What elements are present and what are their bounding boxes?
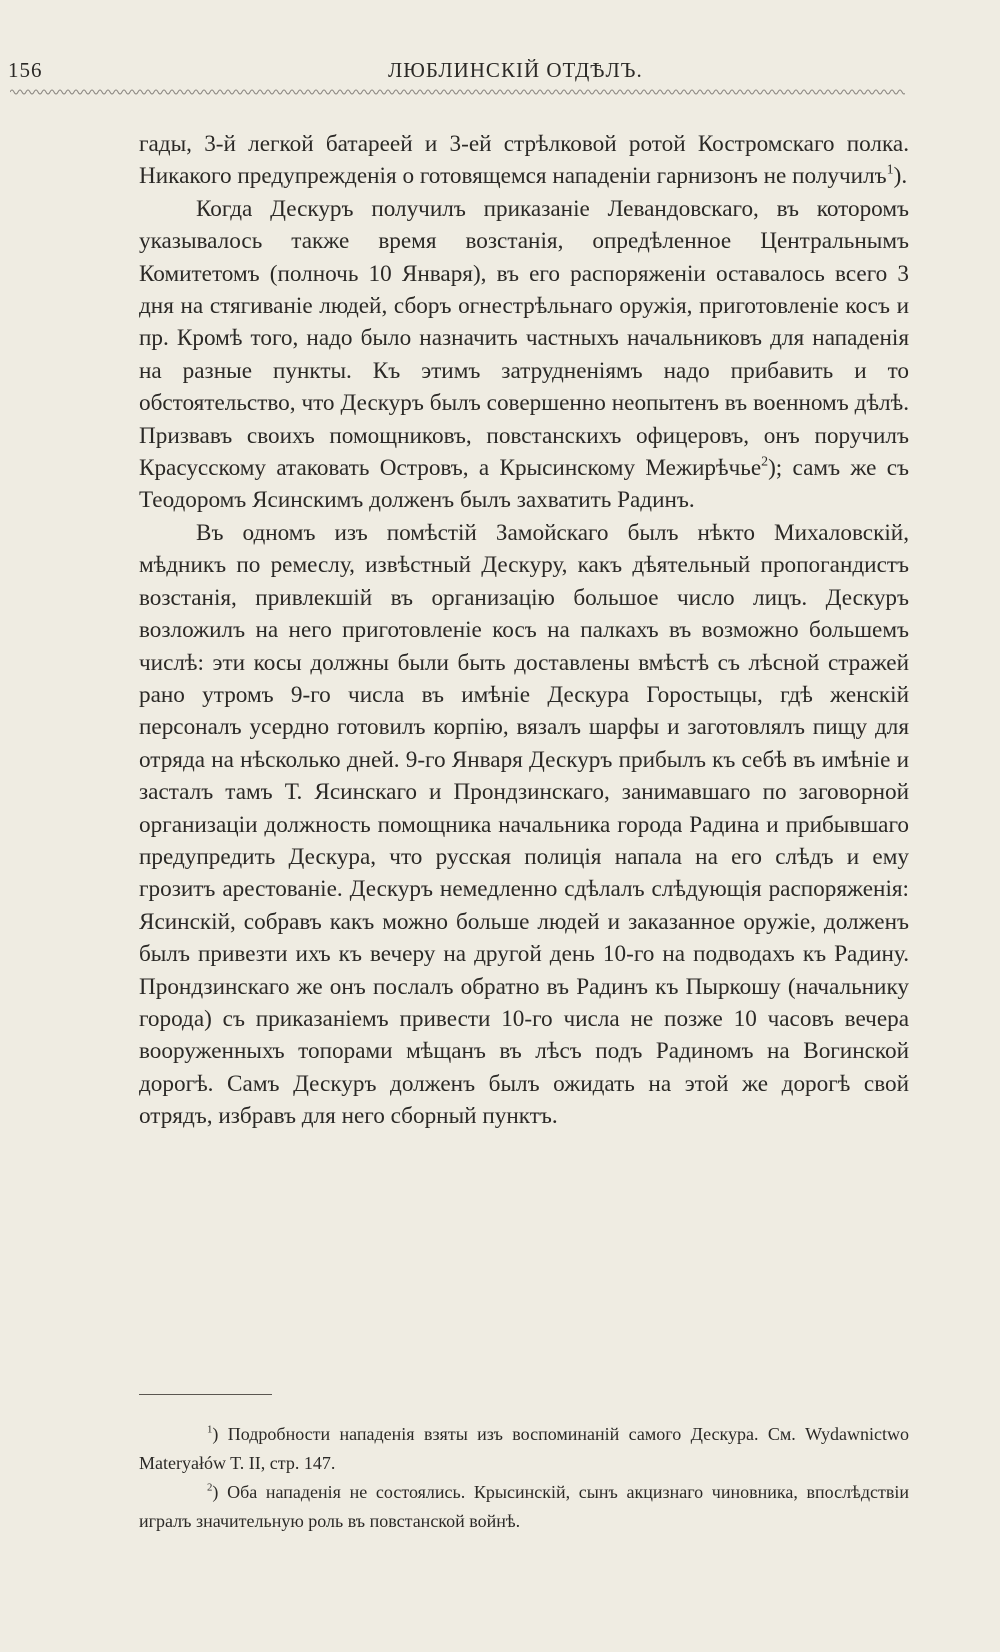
- footnote-marker: 2: [207, 1481, 213, 1494]
- footnote-text: ) Подробности нападенія взяты изъ воспоминаній самого Дескура. См. Wydawnictwo Materyałów T. II, стр. 147.: [139, 1424, 909, 1473]
- paragraph: [139, 128, 909, 193]
- paragraph-tail: ).: [893, 163, 908, 190]
- footnotes: [139, 1420, 909, 1536]
- paragraph-text: Въ одномъ изъ помѣстій Замойскаго былъ нѣкто Михаловскій, мѣдникъ по ремеслу, извѣстный Дескуру, какъ дѣятельный пропогандистъ возстанія, привлекшій въ организацію большое число лицъ. Дескуръ возложилъ на него приготовленіе косъ на палкахъ въ возможно большемъ числѣ: эти косы должны были быть доставлены вмѣстѣ съ лѣсной стражей рано утромъ 9-го числа въ имѣніе Дескура Горостыцы, гдѣ женскій персоналъ усердно готовилъ корпію, вязалъ шарфы и заготовлялъ пищу для отряда на нѣсколько дней. 9-го Января Дескуръ прибылъ къ себѣ въ имѣніе и засталъ тамъ Т. Ясинскаго и Прондзинскаго, занимавшаго по заговорной организаціи должность помощника начальника города Радина и прибывшаго предупредить Дескура, что русская полиція напала на его слѣдъ и ему грозитъ арестованіе. Дескуръ немедленно сдѣлалъ слѣдующія распоряженія: Ясинскій, собравъ какъ можно больше людей и заказанное оружіе, долженъ былъ привезти ихъ къ вечеру на другой день 10-го на подводахъ къ Радину. Прондзинскаго же онъ послалъ обратно въ Радинъ къ Пыркошу (начальнику города) съ приказаніемъ привести 10-го числа не позже 10 часовъ вечера вооруженныхъ топорами мѣщанъ въ лѣсъ подъ Радиномъ на Вогинской дорогѣ. Самъ Дескуръ долженъ былъ ожидать на этой же дорогѣ свой отрядъ, избравъ для него сборный пунктъ.: [139, 519, 909, 1130]
- paragraph: [139, 517, 909, 1133]
- footnote-marker: 1: [207, 1423, 213, 1436]
- page-header: [8, 58, 908, 88]
- footnote-ref: 1: [886, 162, 894, 178]
- paragraph: [139, 193, 909, 517]
- footnote-ref: 2: [761, 454, 769, 470]
- footnote: [139, 1420, 909, 1478]
- paragraph-tail: ); самъ же съ Теодоромъ Ясинскимъ долженъ былъ захватить Радинъ.: [139, 455, 909, 514]
- main-text: [139, 128, 909, 1133]
- footnote-separator: [139, 1394, 272, 1395]
- paragraph-text: Когда Дескуръ получилъ приказаніе Левандовскаго, въ которомъ указывалось также время возстанія, опредѣленное Центральнымъ Комитетомъ (полночь 10 Января), въ его распоряженіи оставалось всего 3 дня на стягиваніе людей, сборъ огнестрѣльнаго оружія, приготовленіе косъ и пр. Кромѣ того, надо было назначить частныхъ начальниковъ для нападенія на разные пункты. Къ этимъ затрудненіямъ надо прибавить и то обстоятельство, что Дескуръ былъ совершенно неопытенъ въ военномъ дѣлѣ. Призвавъ своихъ помощниковъ, повстанскихъ офицеровъ, онъ поручилъ Красусскому атаковать Островъ, а Крысинскому Межирѣчье: [139, 195, 909, 482]
- running-title: ЛЮБЛИНСКІЙ ОТДѢЛЪ.: [388, 58, 643, 82]
- footnote-text: ) Оба нападенія не состоялись. Крысинскій, сынъ акцизнаго чиновника, впослѣдствіи игралъ значительную роль въ повстанской войнѣ.: [139, 1482, 909, 1531]
- wavy-header-rule: [10, 88, 905, 96]
- paragraph-text: гады, 3-й легкой батареей и 3-ей стрѣлковой ротой Костромскаго полка. Никакого предупрежденія о готовящемся нападеніи гарнизонъ не получилъ: [139, 131, 909, 190]
- page-number: 156: [8, 58, 43, 82]
- footnote: [139, 1478, 909, 1536]
